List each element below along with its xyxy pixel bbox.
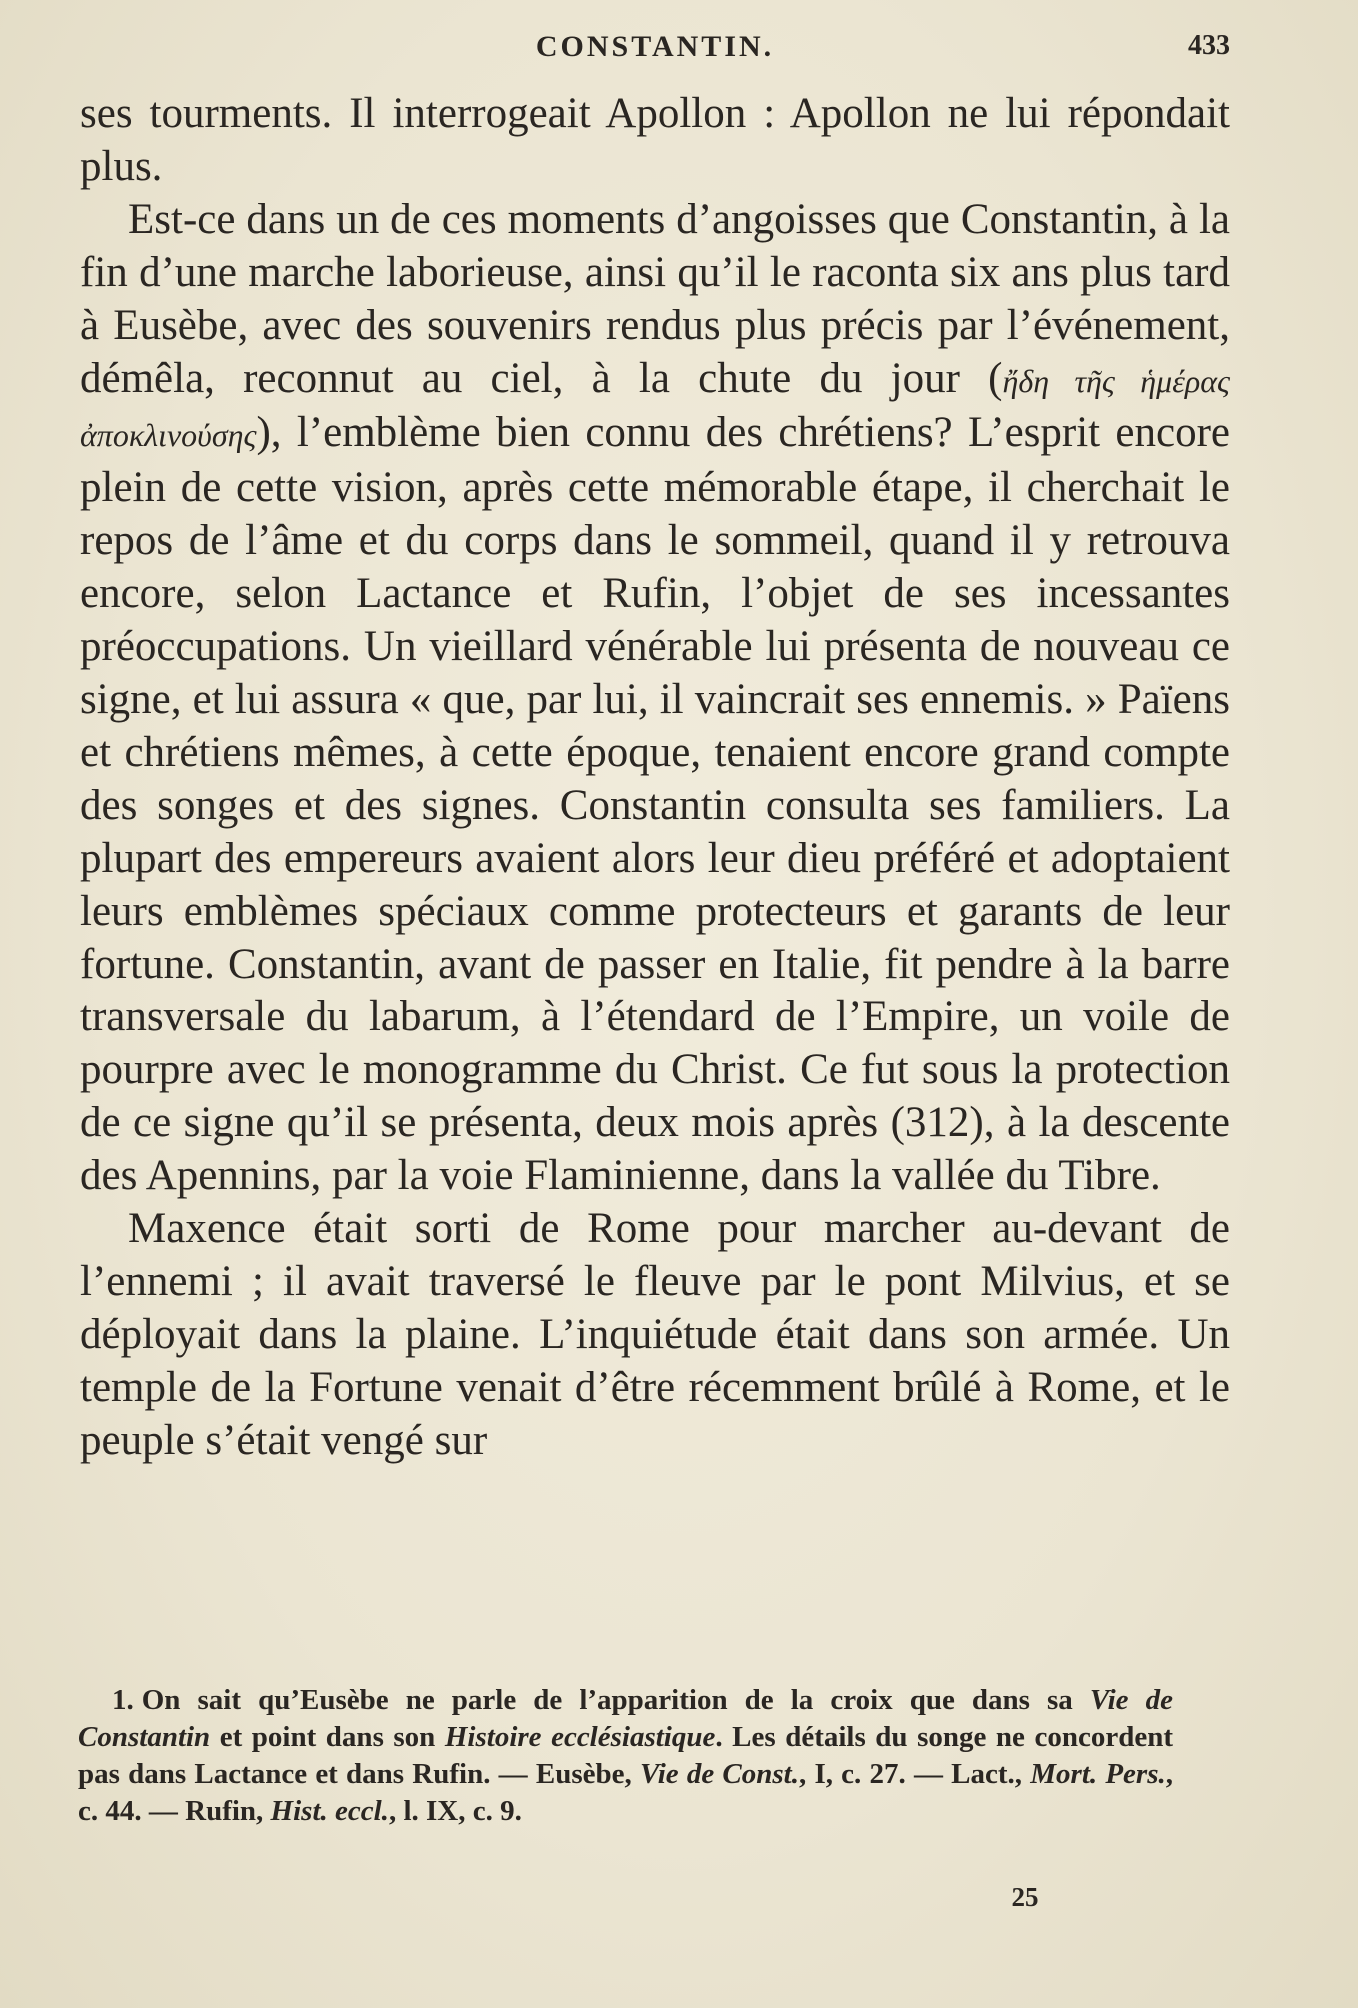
footnote-title-vie-const: Vie de Const.: [639, 1758, 799, 1790]
running-head: [80, 30, 1230, 74]
footnote-text-6: , l. IX, c. 9.: [388, 1795, 522, 1827]
footnote-title-hist-eccl: Hist. eccl.: [270, 1795, 389, 1827]
footnote-text-3: . Les détails du songe ne concordent pas dans Lactance et dans Rufin. — Eusèbe,: [78, 1721, 1173, 1790]
footnote-text-2: et point dans son: [210, 1721, 445, 1753]
footnote-title-histoire: Histoire ecclésiastique: [444, 1721, 716, 1753]
footnote-text-5: , c. 44. — Rufin,: [78, 1758, 1173, 1827]
body-text: [80, 88, 1230, 1468]
footnote-text-4: , I, c. 27. — Lact.,: [798, 1758, 1031, 1790]
footnote-1: [78, 1682, 1173, 1830]
paragraph-1: ses tourments. Il interrogeait Apollon : Apollon ne lui répondait plus.: [80, 90, 1230, 190]
paragraph-3: Maxence était sorti de Rome pour marcher au-devant de l’ennemi ; il avait traversé le fleuve par le pont Milvius, et se déployait dans la plaine. L’inquiétude était dans son armée. Un temple de la Fortune venait d’être récemment brûlé à Rome, et le peuple s’était vengé sur: [80, 1205, 1230, 1464]
page-number: 433: [1188, 30, 1230, 61]
footnote-title-vie: Vie de Constantin: [78, 1684, 1173, 1753]
signature-mark: 25: [1011, 1882, 1039, 1912]
footnotes: [78, 1682, 1173, 1830]
greek-quotation: ἤδη τῆς ἡμέρας ἀποκλινούσης: [80, 362, 1230, 454]
footnote-text-1: On sait qu’Eusèbe ne parle de l’apparition de la croix que dans sa: [141, 1684, 1090, 1716]
footnote-title-mort-pers: Mort. Pers.: [1030, 1758, 1166, 1790]
paragraph-2: [80, 194, 1230, 1203]
running-title: CONSTANTIN.: [535, 30, 775, 63]
paragraph-2-part-a: Est-ce dans un de ces moments d’angoisses que Constantin, à la fin d’une marche laborieuse, ainsi qu’il le raconta six ans plus tard à Eusèbe, avec des souvenirs rendus plus précis par l’événement, démêla, reconnut au ciel, à la chute du jour (: [80, 195, 1230, 402]
footnote-number: 1.: [112, 1684, 134, 1716]
paragraph-2-part-b: ), l’emblème bien connu des chrétiens? L’esprit encore plein de cette vision, après cette mémorable étape, il cherchait le repos de l’âme et du corps dans le sommeil, quand il y retrouva encore, selon Lactance et Rufin, l’objet de ses incessantes préoccupations. Un vieillard vénérable lui présenta de nouveau ce signe, et lui assura « que, par lui, il vaincrait ses ennemis. » Païens et chrétiens mêmes, à cette époque, tenaient encore grand compte des songes et des signes. Constantin consulta ses familiers. La plupart des empereurs avaient alors leur dieu préféré et adoptaient leurs emblèmes spéciaux comme protecteurs et garants de leur fortune. Constantin, avant de passer en Italie, fit pendre à la barre transversale du labarum, à l’étendard de l’Empire, un voile de pourpre avec le monogramme du Christ. Ce fut sous la protection de ce signe qu’il se présenta, deux mois après (312), à la descente des Apennins, par la voie Flaminienne, dans la vallée du Tibre.: [80, 409, 1230, 1200]
